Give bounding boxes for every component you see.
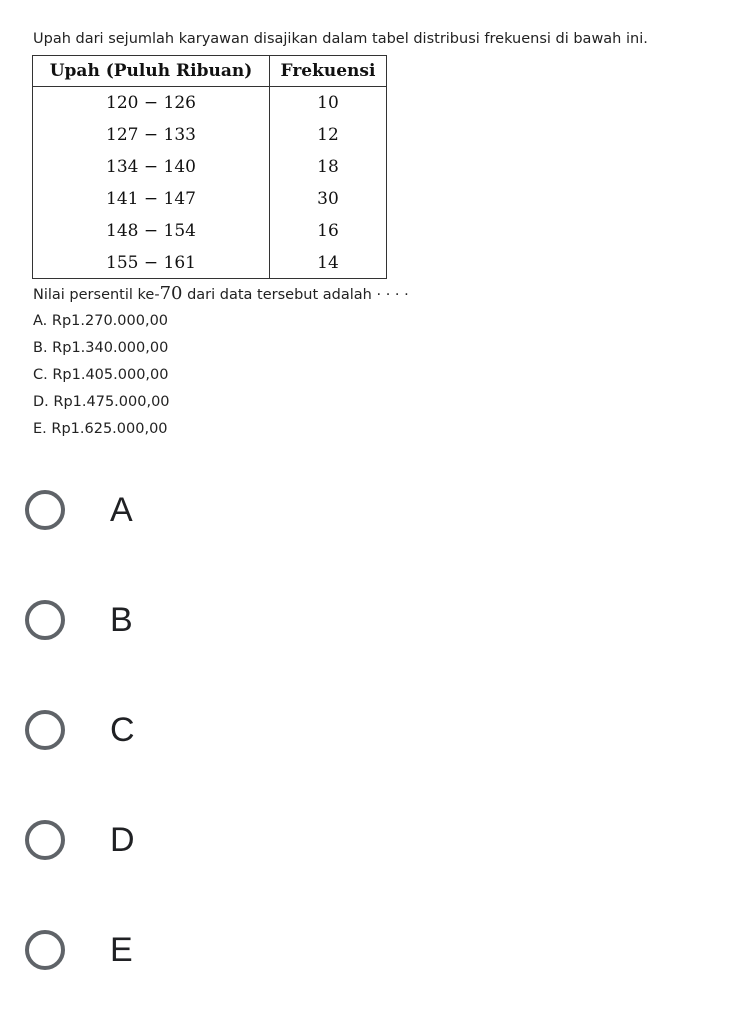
- answer-label-c: C: [110, 711, 135, 749]
- table-row: [33, 247, 387, 279]
- table-row: [33, 87, 387, 120]
- frequency-cell: 16: [270, 215, 387, 247]
- radio-button-d[interactable]: [25, 820, 65, 860]
- radio-button-c[interactable]: [25, 710, 65, 750]
- frequency-cell: 12: [270, 119, 387, 151]
- answer-option-d[interactable]: [0, 800, 742, 900]
- answer-label-d: D: [110, 821, 135, 859]
- stem-text-end: dari data tersebut adalah · · · ·: [182, 287, 409, 303]
- wage-cell: 148 − 154: [33, 215, 270, 247]
- frequency-cell: 10: [270, 87, 387, 120]
- wage-cell: 155 − 161: [33, 247, 270, 279]
- frequency-cell: 30: [270, 183, 387, 215]
- answer-label-a: A: [110, 491, 133, 529]
- choice-b-text: B. Rp1.340.000,00: [33, 340, 169, 356]
- table-row: [33, 183, 387, 215]
- radio-button-e[interactable]: [25, 930, 65, 970]
- question-choices: [33, 312, 170, 447]
- question-stem: [33, 284, 409, 305]
- answer-option-e[interactable]: [0, 910, 742, 1010]
- header-wage: Upah (Puluh Ribuan): [33, 56, 270, 87]
- stem-text-start: Nilai persentil ke-: [33, 287, 160, 303]
- percentile-number: 70: [159, 283, 183, 304]
- radio-button-b[interactable]: [25, 600, 65, 640]
- table-row: [33, 215, 387, 247]
- answer-label-e: E: [110, 931, 133, 969]
- frequency-cell: 18: [270, 151, 387, 183]
- wage-cell: 127 − 133: [33, 119, 270, 151]
- answer-label-b: B: [110, 601, 133, 639]
- table-row: [33, 119, 387, 151]
- table-row: [33, 151, 387, 183]
- choice-c-text: C. Rp1.405.000,00: [33, 367, 169, 383]
- wage-cell: 134 − 140: [33, 151, 270, 183]
- wage-cell: 141 − 147: [33, 183, 270, 215]
- frequency-table: [32, 55, 387, 279]
- answer-option-c[interactable]: [0, 690, 742, 790]
- choice-e-text: E. Rp1.625.000,00: [33, 421, 168, 437]
- frequency-cell: 14: [270, 247, 387, 279]
- choice-d-text: D. Rp1.475.000,00: [33, 394, 170, 410]
- answer-option-b[interactable]: [0, 580, 742, 680]
- radio-button-a[interactable]: [25, 490, 65, 530]
- question-intro: Upah dari sejumlah karyawan disajikan dalam tabel distribusi frekuensi di bawah ini.: [33, 31, 648, 47]
- choice-a-text: A. Rp1.270.000,00: [33, 313, 169, 329]
- answer-option-a[interactable]: [0, 470, 742, 570]
- wage-cell: 120 − 126: [33, 87, 270, 120]
- table-header-row: [33, 56, 387, 87]
- question-image: [0, 0, 742, 450]
- header-frequency: Frekuensi: [270, 56, 387, 87]
